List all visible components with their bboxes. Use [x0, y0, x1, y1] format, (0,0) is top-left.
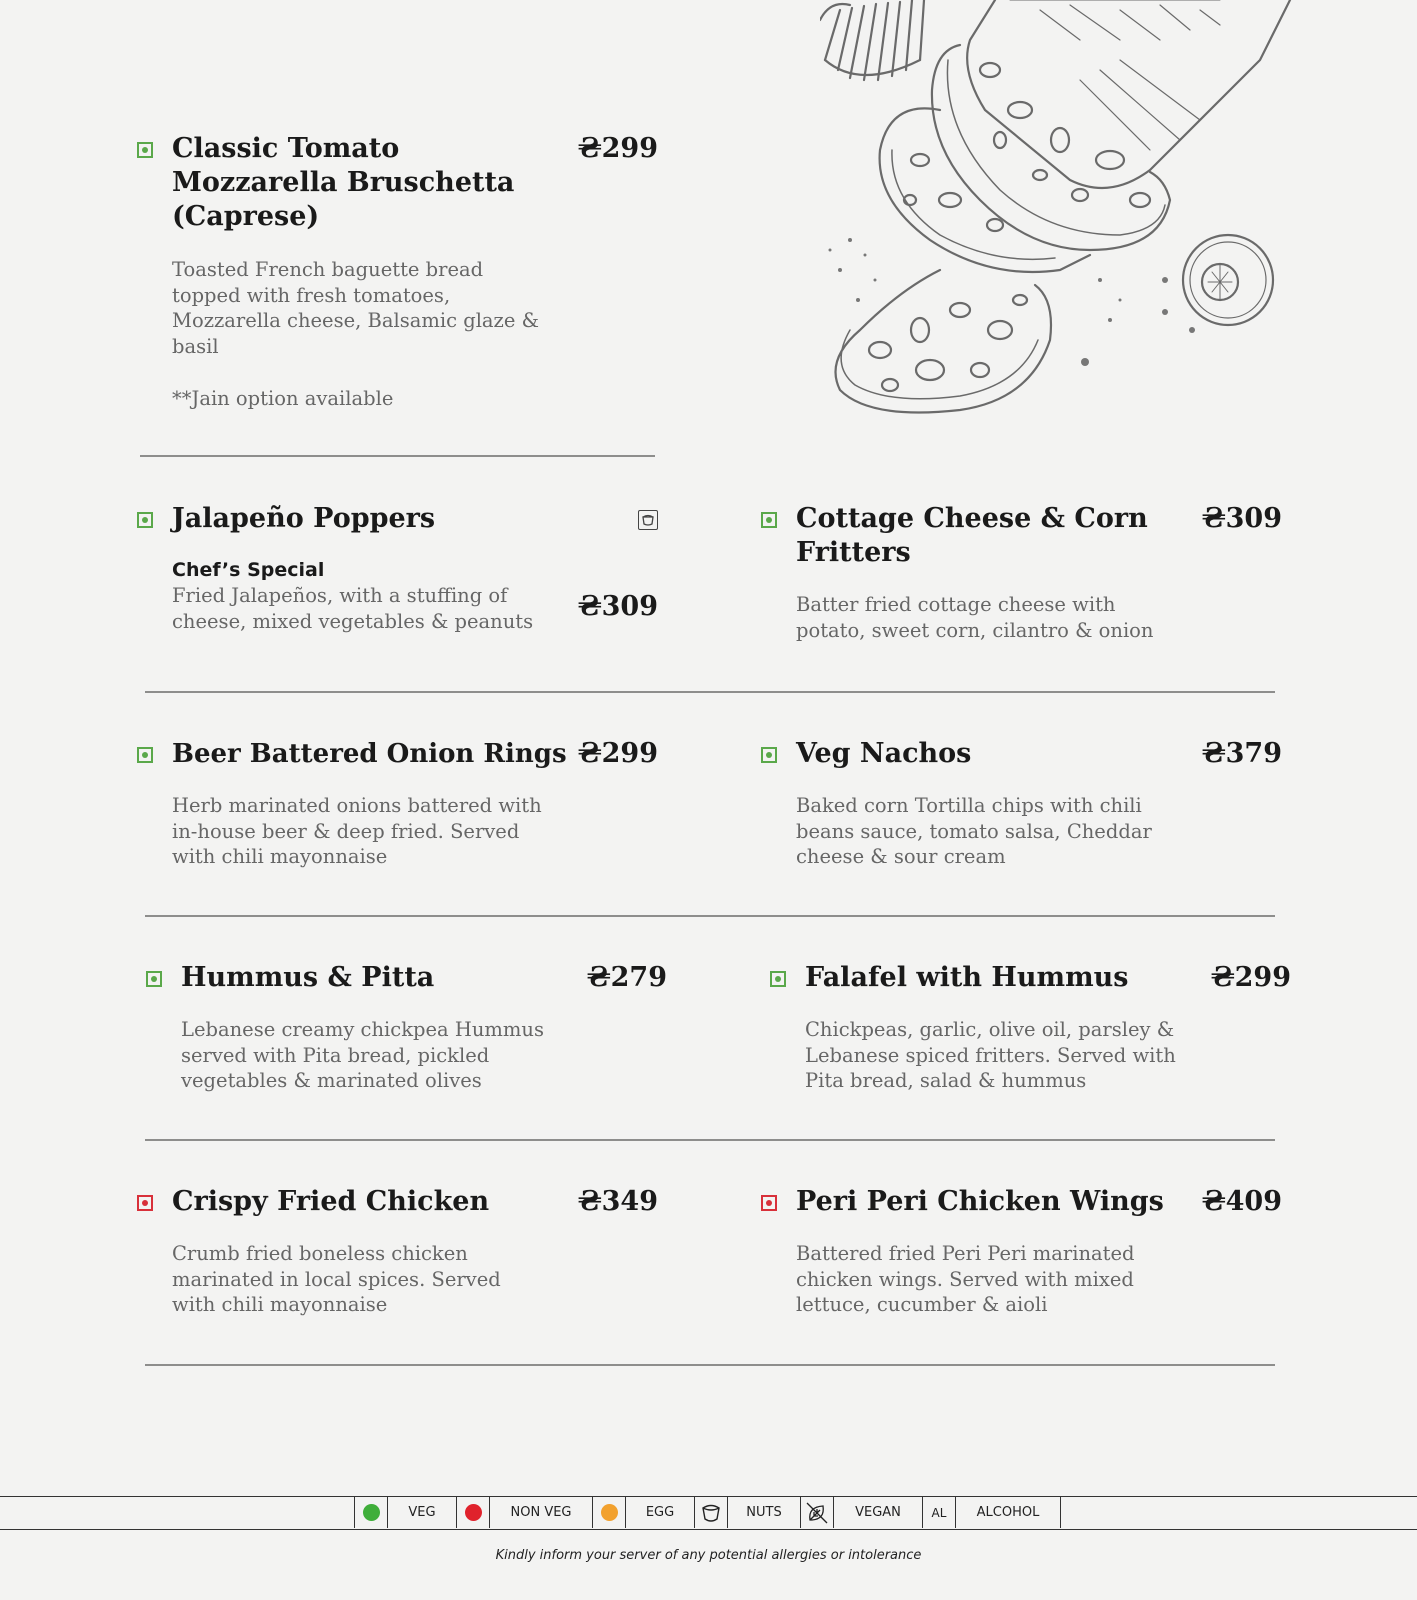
item-name: Crispy Fried Chicken	[172, 1186, 490, 1217]
legend-label: NON VEG	[490, 1497, 593, 1528]
legend-label: EGG	[626, 1497, 695, 1528]
non-veg-indicator-icon	[761, 1195, 777, 1211]
veg-indicator-icon	[146, 971, 162, 987]
item-price: ₴309	[1201, 503, 1282, 534]
item-description: Fried Jalapeños, with a stuffing of cheese, mixed vegetables & peanuts	[172, 584, 534, 633]
item-price: ₴379	[1201, 738, 1282, 769]
divider	[145, 915, 1275, 917]
allergy-notice: Kindly inform your server of any potential allergies or intolerance	[495, 1548, 922, 1563]
egg-dot-icon	[593, 1497, 626, 1528]
legend-label: VEGAN	[834, 1497, 923, 1528]
non-veg-indicator-icon	[137, 1195, 153, 1211]
divider	[140, 455, 655, 457]
item-description: Baked corn Tortilla chips with chili beans sauce, tomato salsa, Cheddar cheese & sour cream	[796, 794, 1152, 868]
item-name: Falafel with Hummus	[805, 962, 1129, 993]
veg-indicator-icon	[137, 747, 153, 763]
item-price: ₴309	[577, 591, 658, 622]
nuts-icon	[695, 1497, 728, 1528]
item-name: Classic Tomato Mozzarella Bruschetta (Caprese)	[172, 133, 515, 232]
nuts-icon	[638, 510, 658, 530]
bread-illustration	[820, 0, 1300, 430]
item-price: ₴279	[586, 962, 667, 993]
item-name: Cottage Cheese & Corn Fritters	[796, 503, 1148, 568]
legend-label: ALCOHOL	[956, 1497, 1061, 1528]
item-description: Toasted French baguette bread topped with fresh tomatoes, Mozzarella cheese, Balsamic glaze & basil	[172, 258, 539, 358]
non-veg-dot-icon	[457, 1497, 490, 1528]
veg-indicator-icon	[137, 512, 153, 528]
veg-indicator-icon	[761, 747, 777, 763]
veg-indicator-icon	[770, 971, 786, 987]
vegan-leaf-icon	[801, 1497, 834, 1528]
item-note: **Jain option available	[172, 387, 394, 410]
divider	[145, 691, 1275, 693]
item-price: ₴349	[577, 1186, 658, 1217]
item-price: ₴299	[1210, 962, 1291, 993]
veg-dot-icon	[355, 1497, 388, 1528]
divider	[145, 1139, 1275, 1141]
item-name: Peri Peri Chicken Wings	[796, 1186, 1164, 1217]
item-description: Crumb fried boneless chicken marinated in local spices. Served with chili mayonnaise	[172, 1242, 501, 1316]
item-description: Lebanese creamy chickpea Hummus served with Pita bread, pickled vegetables & marinated olives	[181, 1018, 544, 1092]
legend-label: NUTS	[728, 1497, 801, 1528]
veg-indicator-icon	[761, 512, 777, 528]
item-description: Chickpeas, garlic, olive oil, parsley & Lebanese spiced fritters. Served with Pita bread, salad & hummus	[805, 1018, 1176, 1092]
item-description: Herb marinated onions battered with in-house beer & deep fried. Served with chili mayonnaise	[172, 794, 542, 868]
item-price: ₴299	[577, 738, 658, 769]
item-name: Veg Nachos	[796, 738, 972, 769]
item-name: Jalapeño Poppers	[172, 503, 436, 534]
alcohol-icon	[923, 1497, 956, 1528]
legend-label: VEG	[388, 1497, 457, 1528]
item-price: ₴409	[1201, 1186, 1282, 1217]
item-name: Hummus & Pitta	[181, 962, 435, 993]
veg-indicator-icon	[137, 142, 153, 158]
item-price: ₴299	[577, 133, 658, 164]
item-description: Battered fried Peri Peri marinated chicken wings. Served with mixed lettuce, cucumber & aioli	[796, 1242, 1135, 1316]
chef-special-tag: Chef’s Special	[172, 559, 325, 581]
item-description: Batter fried cottage cheese with potato, sweet corn, cilantro & onion	[796, 593, 1154, 642]
dietary-legend	[0, 1496, 1417, 1530]
item-name: Beer Battered Onion Rings	[172, 739, 567, 769]
divider	[145, 1364, 1275, 1366]
alcohol-icon-text: AL	[931, 1505, 947, 1520]
